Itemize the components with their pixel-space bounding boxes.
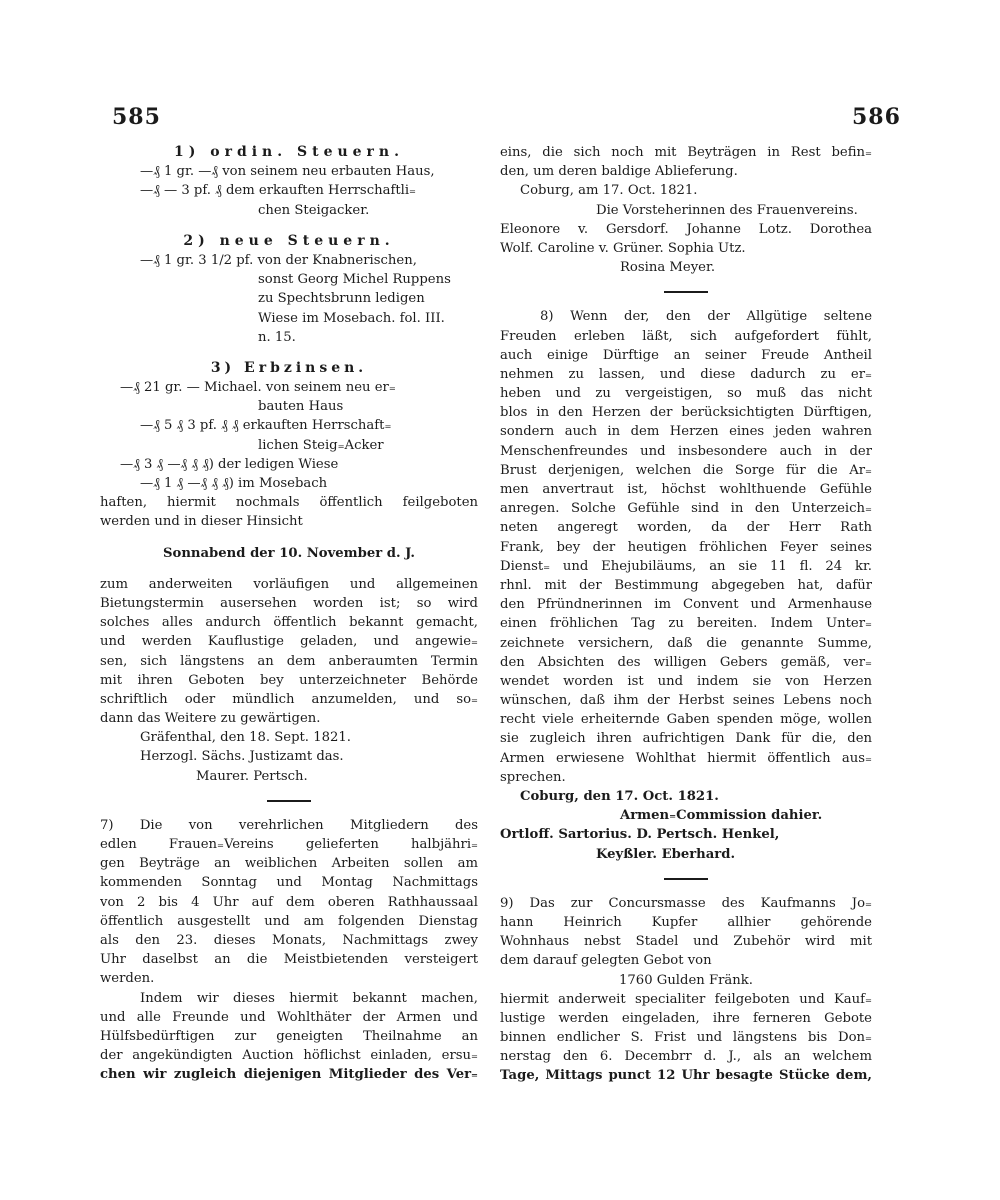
text-line: n. 15. (258, 329, 296, 345)
right-column (500, 143, 872, 1086)
page-number-right: 586 (852, 104, 901, 130)
text-line: —₰ 1 ₰ —₰ ₰ ₰) im Mosebach (140, 476, 328, 491)
section-heading-new-taxes: 2) neue Steuern. (183, 232, 395, 249)
text-line: den, um deren baldige Ablieferung. (500, 164, 738, 180)
signature-office: Herzogl. Sächs. Justizamt das. (140, 749, 344, 765)
text-line: Tage, Mittags punct 12 Uhr besagte Stücke dem, (500, 1068, 872, 1084)
text-line: zum anderweiten vorläufigen und allgemeinen (100, 576, 478, 592)
text-line: —₰ 1 gr. 3 1/2 pf. von der Knabnerischen, (140, 252, 417, 268)
text-line: und werden Kauflustige geladen, und angewie₌ (100, 634, 478, 650)
text-line: Armen erwiesene Wohlthat hiermit öffentlich aus₌ (500, 750, 872, 766)
text-line: Freuden erleben läßt, sich aufgefordert fühlt, (500, 328, 872, 344)
text-line: öffentlich ausgestellt und am folgenden Dienstag (100, 913, 478, 929)
text-line: sondern auch in dem Herzen eines jeden wahren (500, 424, 872, 440)
text-line: auch einige Dürftige an seiner Freude Antheil (500, 347, 872, 363)
text-line: Brust derjenigen, welchen die Sorge für die Ar₌ (500, 462, 872, 478)
text-line: sie zugleich ihren aufrichtigen Dank für die, den (500, 731, 872, 747)
text-line: Wolf. Caroline v. Grüner. Sophia Utz. (500, 240, 746, 256)
text-line: der angekündigten Auction höflichst einladen, ersu₌ (100, 1048, 478, 1064)
signature-names: Keyßler. Eberhard. (596, 846, 736, 862)
text-line: als den 23. dieses Monats, Nachmittags zwey (100, 932, 478, 948)
text-line: sonst Georg Michel Ruppens (258, 272, 451, 288)
text-line: nerstag den 6. Decembrr d. J., als an welchem (500, 1049, 872, 1065)
text-line: —₰ — 3 pf. ₰ dem erkauften Herrschaftli₌ (140, 183, 417, 199)
text-line: bauten Haus (258, 399, 344, 415)
text-line: men anvertraut ist, höchst wohlthuende Gefühle (500, 482, 872, 497)
text-line: mit ihren Geboten bey unterzeichneter Behörde (100, 672, 478, 688)
text-line: 8) Wenn der, den der Allgütige seltene (540, 309, 872, 325)
text-line: werden und in dieser Hinsicht (100, 514, 303, 530)
signature-commission: Armen₌Commission dahier. (620, 808, 823, 824)
signature-place-date: Coburg, den 17. Oct. 1821. (520, 789, 719, 804)
text-line: Coburg, am 17. Oct. 1821. (520, 183, 698, 199)
text-line: —₰ 5 ₰ 3 pf. ₰ ₰ erkauften Herrschaft₌ (140, 418, 392, 434)
text-line: —₰ 21 gr. — Michael. von seinem neu er₌ (120, 380, 396, 396)
text-line: Uhr daselbst an die Meistbietenden versteigert (100, 952, 478, 968)
text-line: solches alles andurch öffentlich bekannt gemacht, (100, 615, 478, 631)
text-line: lichen Steig₌Acker (258, 437, 384, 453)
text-line: Indem wir dieses hiermit bekannt machen, (140, 990, 478, 1006)
signature-place-date: Gräfenthal, den 18. Sept. 1821. (140, 730, 351, 746)
text-line: 7) Die von verehrlichen Mitgliedern des (100, 817, 478, 833)
text-line: sen, sich längstens an dem anberaumten Termin (100, 653, 478, 669)
text-line: Dienst₌ und Ehejubiläums, an sie 11 fl. 24 kr. (500, 558, 872, 574)
signature-names: Ortloff. Sartorius. D. Pertsch. Henkel, (500, 827, 780, 843)
text-line: zu Spechtsbrunn ledigen (258, 291, 425, 307)
auction-date: Sonnabend der 10. November d. J. (163, 545, 415, 561)
text-line: Rosina Meyer. (620, 260, 716, 276)
text-line: rhnl. mit der Bestimmung abgegeben hat, dafür (500, 577, 872, 593)
section-divider (664, 291, 708, 293)
text-line: Wohnhaus nebst Stadel und Zubehör wird mit (500, 934, 872, 950)
text-line: wendet worden ist und indem sie von Herzen (500, 673, 872, 689)
text-line: Wiese im Mosebach. fol. III. (258, 310, 445, 326)
left-column (100, 143, 478, 1084)
text-line: blos in den Herzen der berücksichtigten Dürftigen, (500, 405, 872, 421)
text-line: Hülfsbedürftigen zur geneigten Theilnahme an (100, 1028, 478, 1044)
text-line: und alle Freunde und Wohlthäter der Armen und (100, 1009, 478, 1025)
text-line: heben und zu vergeistigen, so muß das nicht (500, 386, 872, 402)
text-line: chen Steigacker. (258, 202, 370, 218)
text-line: dann das Weitere zu gewärtigen. (100, 711, 321, 727)
text-line: chen wir zugleich diejenigen Mitglieder des Ver₌ (100, 1067, 478, 1083)
text-line: sprechen. (500, 769, 566, 785)
text-line: —₰ 1 gr. —₰ von seinem neu erbauten Haus, (140, 164, 435, 180)
text-line: recht viele erheiternde Gaben spenden möge, wollen (500, 712, 872, 728)
text-line: gen Beyträge an weiblichen Arbeiten sollen am (100, 856, 478, 872)
text-line: werden. (100, 971, 155, 987)
text-line: Frank, bey der heutigen fröhlichen Feyer seines (500, 539, 872, 555)
text-line: kommenden Sonntag und Montag Nachmittags (100, 875, 478, 891)
text-line: Bietungstermin ausersehen worden ist; so wird (100, 595, 478, 611)
text-line: neten angeregt worden, da der Herr Rath (500, 520, 872, 536)
text-line: schriftlich oder mündlich anzumelden, und so₌ (100, 691, 478, 707)
section-divider (267, 800, 311, 802)
text-line: binnen endlicher S. Frist und längstens bis Don₌ (500, 1030, 872, 1046)
section-heading-ordinary-taxes: 1) ordin. Steuern. (174, 144, 404, 160)
text-line: wünschen, daß ihm der Herbst seines Lebens noch (500, 693, 872, 709)
text-line: 9) Das zur Concursmasse des Kaufmanns Jo₌ (500, 895, 872, 911)
text-line: den Absichten des willigen Gebers gemäß, ver₌ (500, 654, 872, 670)
text-line: nehmen zu lassen, und diese dadurch zu er₌ (500, 366, 872, 382)
text-line: hiermit anderweit specialiter feilgeboten und Kauf₌ (500, 991, 872, 1007)
text-line: hann Heinrich Kupfer allhier gehörende (500, 914, 872, 930)
text-line: dem darauf gelegten Gebot von (500, 953, 712, 969)
text-line: lustige werden eingeladen, ihre ferneren Gebote (500, 1010, 872, 1026)
text-line: Eleonore v. Gersdorf. Johanne Lotz. Dorothea (500, 221, 872, 237)
text-line: eins, die sich noch mit Beyträgen in Rest befin₌ (500, 145, 872, 160)
text-line: 1760 Gulden Fränk. (619, 972, 753, 988)
text-line: Menschenfreundes und insbesondere auch in der (500, 443, 872, 459)
signature-names: Maurer. Pertsch. (196, 768, 308, 784)
text-line: anregen. Solche Gefühle sind in den Unterzeich₌ (500, 501, 872, 517)
text-line: von 2 bis 4 Uhr auf dem oberen Rathhaussaal (100, 894, 478, 910)
text-line: zeichnete versichern, daß die genannte Summe, (500, 635, 872, 651)
page-number-left: 585 (112, 104, 161, 130)
section-divider (664, 878, 708, 880)
text-line: Die Vorsteherinnen des Frauenvereins. (596, 202, 858, 218)
text-line: den Pfründnerinnen im Convent und Armenhause (500, 597, 872, 613)
section-heading-ground-rents: 3) Erbzinsen. (210, 359, 368, 376)
text-line: einen fröhlichen Tag zu bereiten. Indem Unter₌ (500, 616, 872, 632)
text-line: edlen Frauen₌Vereins gelieferten halbjähri₌ (100, 837, 478, 852)
text-line: haften, hiermit nochmals öffentlich feilgeboten (100, 495, 478, 511)
text-line: —₰ 3 ₰ —₰ ₰ ₰) der ledigen Wiese (120, 456, 339, 472)
